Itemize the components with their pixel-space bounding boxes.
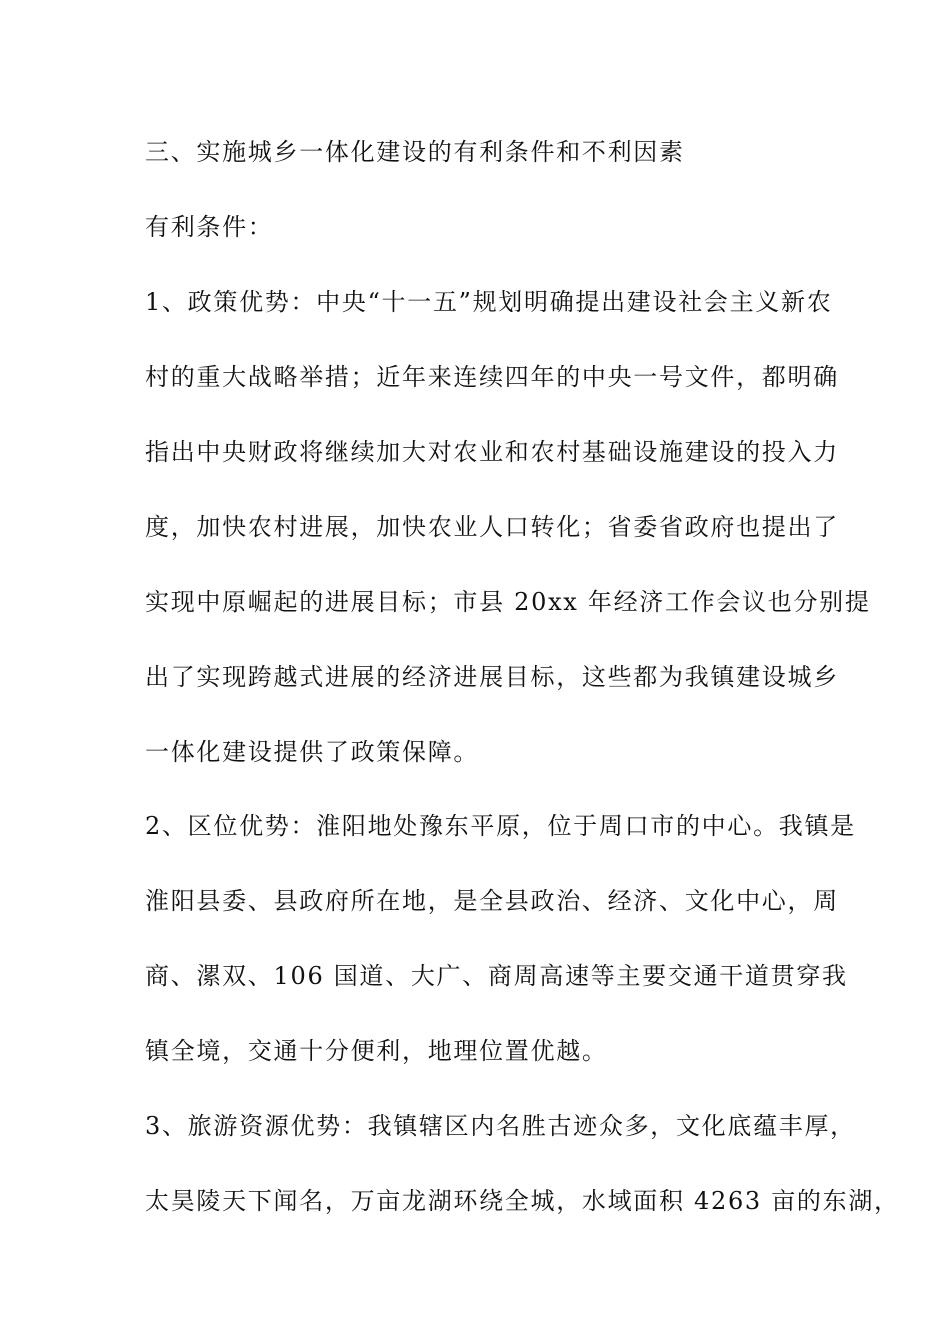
paragraph-line: 度，加快农村进展，加快农业人口转化；省委省政府也提出了 xyxy=(145,513,839,541)
paragraph-line: 太昊陵天下闻名，万亩龙湖环绕全城，水域面积 4263 亩的东湖， xyxy=(145,1187,900,1215)
paragraph-line: 商、漯双、106 国道、大广、商周高速等主要交通干道贯穿我 xyxy=(145,962,848,990)
paragraph-line: 出了实现跨越式进展的经济进展目标，这些都为我镇建设城乡 xyxy=(145,663,839,691)
paragraph-line: 镇全境，交通十分便利，地理位置优越。 xyxy=(145,1037,608,1065)
paragraph-line: 2、区位优势：淮阳地处豫东平原，位于周口市的中心。我镇是 xyxy=(145,812,856,840)
paragraph-line: 3、旅游资源优势：我镇辖区内名胜古迹众多，文化底蕴丰厚， xyxy=(145,1112,856,1140)
paragraph-line: 村的重大战略举措；近年来连续四年的中央一号文件，都明确 xyxy=(145,363,839,391)
subheading-favorable-conditions: 有利条件： xyxy=(145,213,274,241)
paragraph-line: 实现中原崛起的进展目标；市县 20xx 年经济工作会议也分别提 xyxy=(145,588,871,616)
paragraph-line: 一体化建设提供了政策保障。 xyxy=(145,738,480,766)
paragraph-line: 淮阳县委、县政府所在地，是全县政治、经济、文化中心，周 xyxy=(145,887,839,915)
paragraph-line: 1、政策优势：中央“十一五”规划明确提出建设社会主义新农 xyxy=(145,288,833,316)
paragraph-line: 指出中央财政将继续加大对农业和农村基础设施建设的投入力 xyxy=(145,438,839,466)
section-heading: 三、实施城乡一体化建设的有利条件和不利因素 xyxy=(145,138,685,166)
